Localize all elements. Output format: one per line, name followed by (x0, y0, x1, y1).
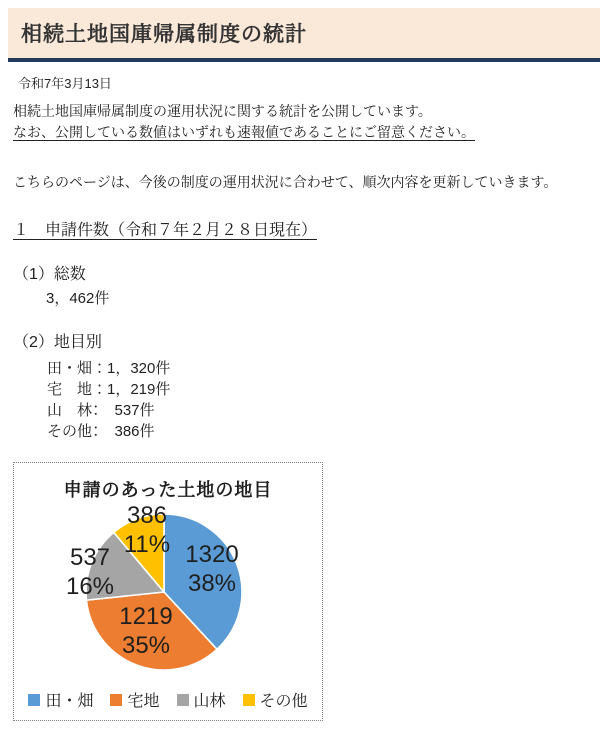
legend-label-takuchi: 宅地 (127, 693, 160, 710)
legend-swatch-blue-icon (28, 694, 40, 706)
pie-value-tahata: 1320 (185, 541, 239, 568)
page-header (8, 8, 600, 62)
legend-label-sanrin: 山林 (193, 693, 226, 710)
pie-value-takuchi: 1219 (119, 603, 173, 630)
pie-percent-sonota: 11% (123, 531, 171, 558)
legend-item-sanrin (177, 688, 226, 711)
pie-label-tahata (185, 540, 238, 598)
pie-chart-figure (13, 462, 323, 721)
pie-percent-takuchi: 35% (121, 632, 171, 659)
list-item-takuchi: 宅 地：1，219件 (47, 381, 171, 398)
by-type-label: （2）地目別 (13, 334, 102, 351)
list-item-tahata: 田・畑：1，320件 (47, 360, 171, 377)
pie-label-sanrin (66, 543, 114, 601)
intro-line1: 相続土地国庫帰属制度の運用状況に関する統計を公開しています。 (13, 103, 432, 119)
pie-percent-sanrin: 16% (65, 573, 115, 600)
section1-heading: １ 申請件数（令和７年２月２８日現在） (13, 222, 318, 239)
intro-paragraph (13, 101, 600, 143)
legend-swatch-gray-icon (177, 694, 189, 706)
chart-legend (14, 688, 322, 711)
legend-swatch-yellow-icon (243, 694, 255, 706)
publish-date: 令和7年3月13日 (18, 76, 112, 91)
legend-label-tahata: 田・畑 (45, 693, 94, 710)
intro-line2-underlined: なお、公開している数値はいずれも速報値であることにご留意ください。 (13, 124, 475, 140)
legend-item-takuchi (110, 688, 159, 711)
pie-percent-tahata: 38% (187, 570, 237, 597)
page-title: 相続土地国庫帰属制度の統計 (21, 23, 307, 46)
land-type-list (13, 358, 600, 442)
legend-swatch-orange-icon (110, 694, 122, 706)
total-value: 3，462件 (46, 290, 110, 307)
legend-item-sonota (243, 688, 308, 711)
update-note: こちらのページは、今後の制度の運用状況に合わせて、順次内容を更新していきます。 (13, 174, 558, 190)
chart-title: 申請のあった土地の地目 (63, 480, 273, 500)
main-content (13, 76, 600, 721)
list-item-sanrin: 山 林： 537件 (47, 402, 155, 419)
pie-label-sonota (124, 501, 170, 559)
pie-label-takuchi (119, 602, 172, 660)
legend-label-sonota: その他 (259, 693, 308, 710)
pie-value-sonota: 386 (126, 502, 168, 529)
total-label: （1）総数 (13, 266, 86, 283)
legend-item-tahata (28, 688, 93, 711)
list-item-sonota: その他： 386件 (47, 423, 155, 440)
pie-value-sanrin: 537 (69, 544, 111, 571)
